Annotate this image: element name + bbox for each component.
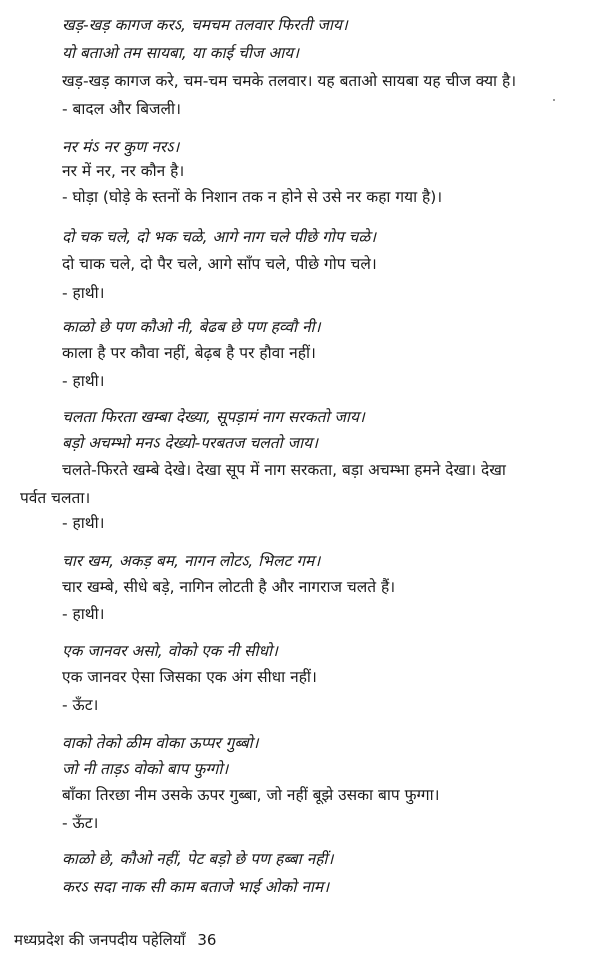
riddle-5-dialect-line-1: चलता फिरता खम्बा देख्या, सूपड़ामं नाग सरकतो जाय। <box>62 408 365 426</box>
page-footer <box>14 930 216 950</box>
print-speck <box>553 99 555 101</box>
riddle-7-translation: एक जानवर ऐसा जिसका एक अंग सीधा नहीं। <box>62 668 317 686</box>
riddle-9-dialect-line-1: काळो छे, कौओ नहीं, पेट बड़ो छे पण हब्बा नहीं। <box>62 850 334 868</box>
riddle-8-translation: बाँका तिरछा नीम उसके ऊपर गुब्बा, जो नहीं बूझे उसका बाप फुग्गा। <box>62 786 440 804</box>
riddle-3-dialect-line-1: दो चक चले, दो भक चळे, आगे नाग चले पीछे गोप चळे। <box>62 228 377 246</box>
riddle-1-translation: खड़-खड़ कागज करे, चम-चम चमके तलवार। यह बताओ सायबा यह चीज क्या है। <box>62 72 517 90</box>
riddle-4-translation: काला है पर कौवा नहीं, बेढ़ब है पर हौवा नहीं। <box>62 344 316 362</box>
riddle-4-dialect-line-1: काळो छे पण कौओ नी, बेढब छे पण हव्वौ नी। <box>62 318 321 336</box>
riddle-6-dialect-line-1: चार खम, अकड़ बम, नागन लोटऽ, भिलट गम। <box>62 552 321 570</box>
riddle-9-dialect-line-2: करऽ सदा नाक सी काम बताजे भाई ओको नाम। <box>62 878 330 896</box>
page-number: 36 <box>197 931 217 949</box>
riddle-5-dialect-line-2: बड़ो अचम्भो मनऽ देख्यो-परबतज चलतो जाय। <box>62 434 318 452</box>
riddle-5-translation-line-1: चलते-फिरते खम्बे देखे। देखा सूप में नाग सरकता, बड़ा अचम्भा हमने देखा। देखा <box>62 461 506 479</box>
riddle-8-answer: - ऊँट। <box>62 814 99 832</box>
riddle-5-answer: - हाथी। <box>62 514 105 532</box>
riddle-1-answer: - बादल और बिजली। <box>62 100 181 118</box>
riddle-7-dialect-line-1: एक जानवर असो, वोको एक नी सीधो। <box>62 642 278 660</box>
riddle-1-dialect-line-1: खड़-खड़ कागज करऽ, चमचम तलवार फिरती जाय। <box>62 16 348 34</box>
riddle-3-translation: दो चाक चले, दो पैर चले, आगे साँप चले, पीछे गोप चले। <box>62 255 377 273</box>
riddle-2-answer: - घोड़ा (घोड़े के स्तनों के निशान तक न होने से उसे नर कहा गया है)। <box>62 188 443 206</box>
riddle-1-dialect-line-2: यो बताओ तम सायबा, या काई चीज आय। <box>62 44 300 62</box>
riddle-5-translation-line-2: पर्वत चलता। <box>20 489 91 507</box>
riddle-3-answer: - हाथी। <box>62 284 105 302</box>
riddle-7-answer: - ऊँट। <box>62 696 99 714</box>
riddle-2-dialect-line-1: नर मंऽ नर कुण नरऽ। <box>62 138 180 156</box>
riddle-8-dialect-line-1: वाको तेको ळीम वोका ऊप्पर गुब्बो। <box>62 734 259 752</box>
riddle-2-translation: नर में नर, नर कौन है। <box>62 162 185 180</box>
riddle-6-translation: चार खम्बे, सीधे बड़े, नागिन लोटती है और नागराज चलते हैं। <box>62 578 396 596</box>
riddle-4-answer: - हाथी। <box>62 372 105 390</box>
book-title: मध्यप्रदेश की जनपदीय पहेलियाँ <box>14 931 186 949</box>
riddle-6-answer: - हाथी। <box>62 605 105 623</box>
riddle-8-dialect-line-2: जो नी ताड़ऽ वोको बाप फुग्गो। <box>62 760 229 778</box>
